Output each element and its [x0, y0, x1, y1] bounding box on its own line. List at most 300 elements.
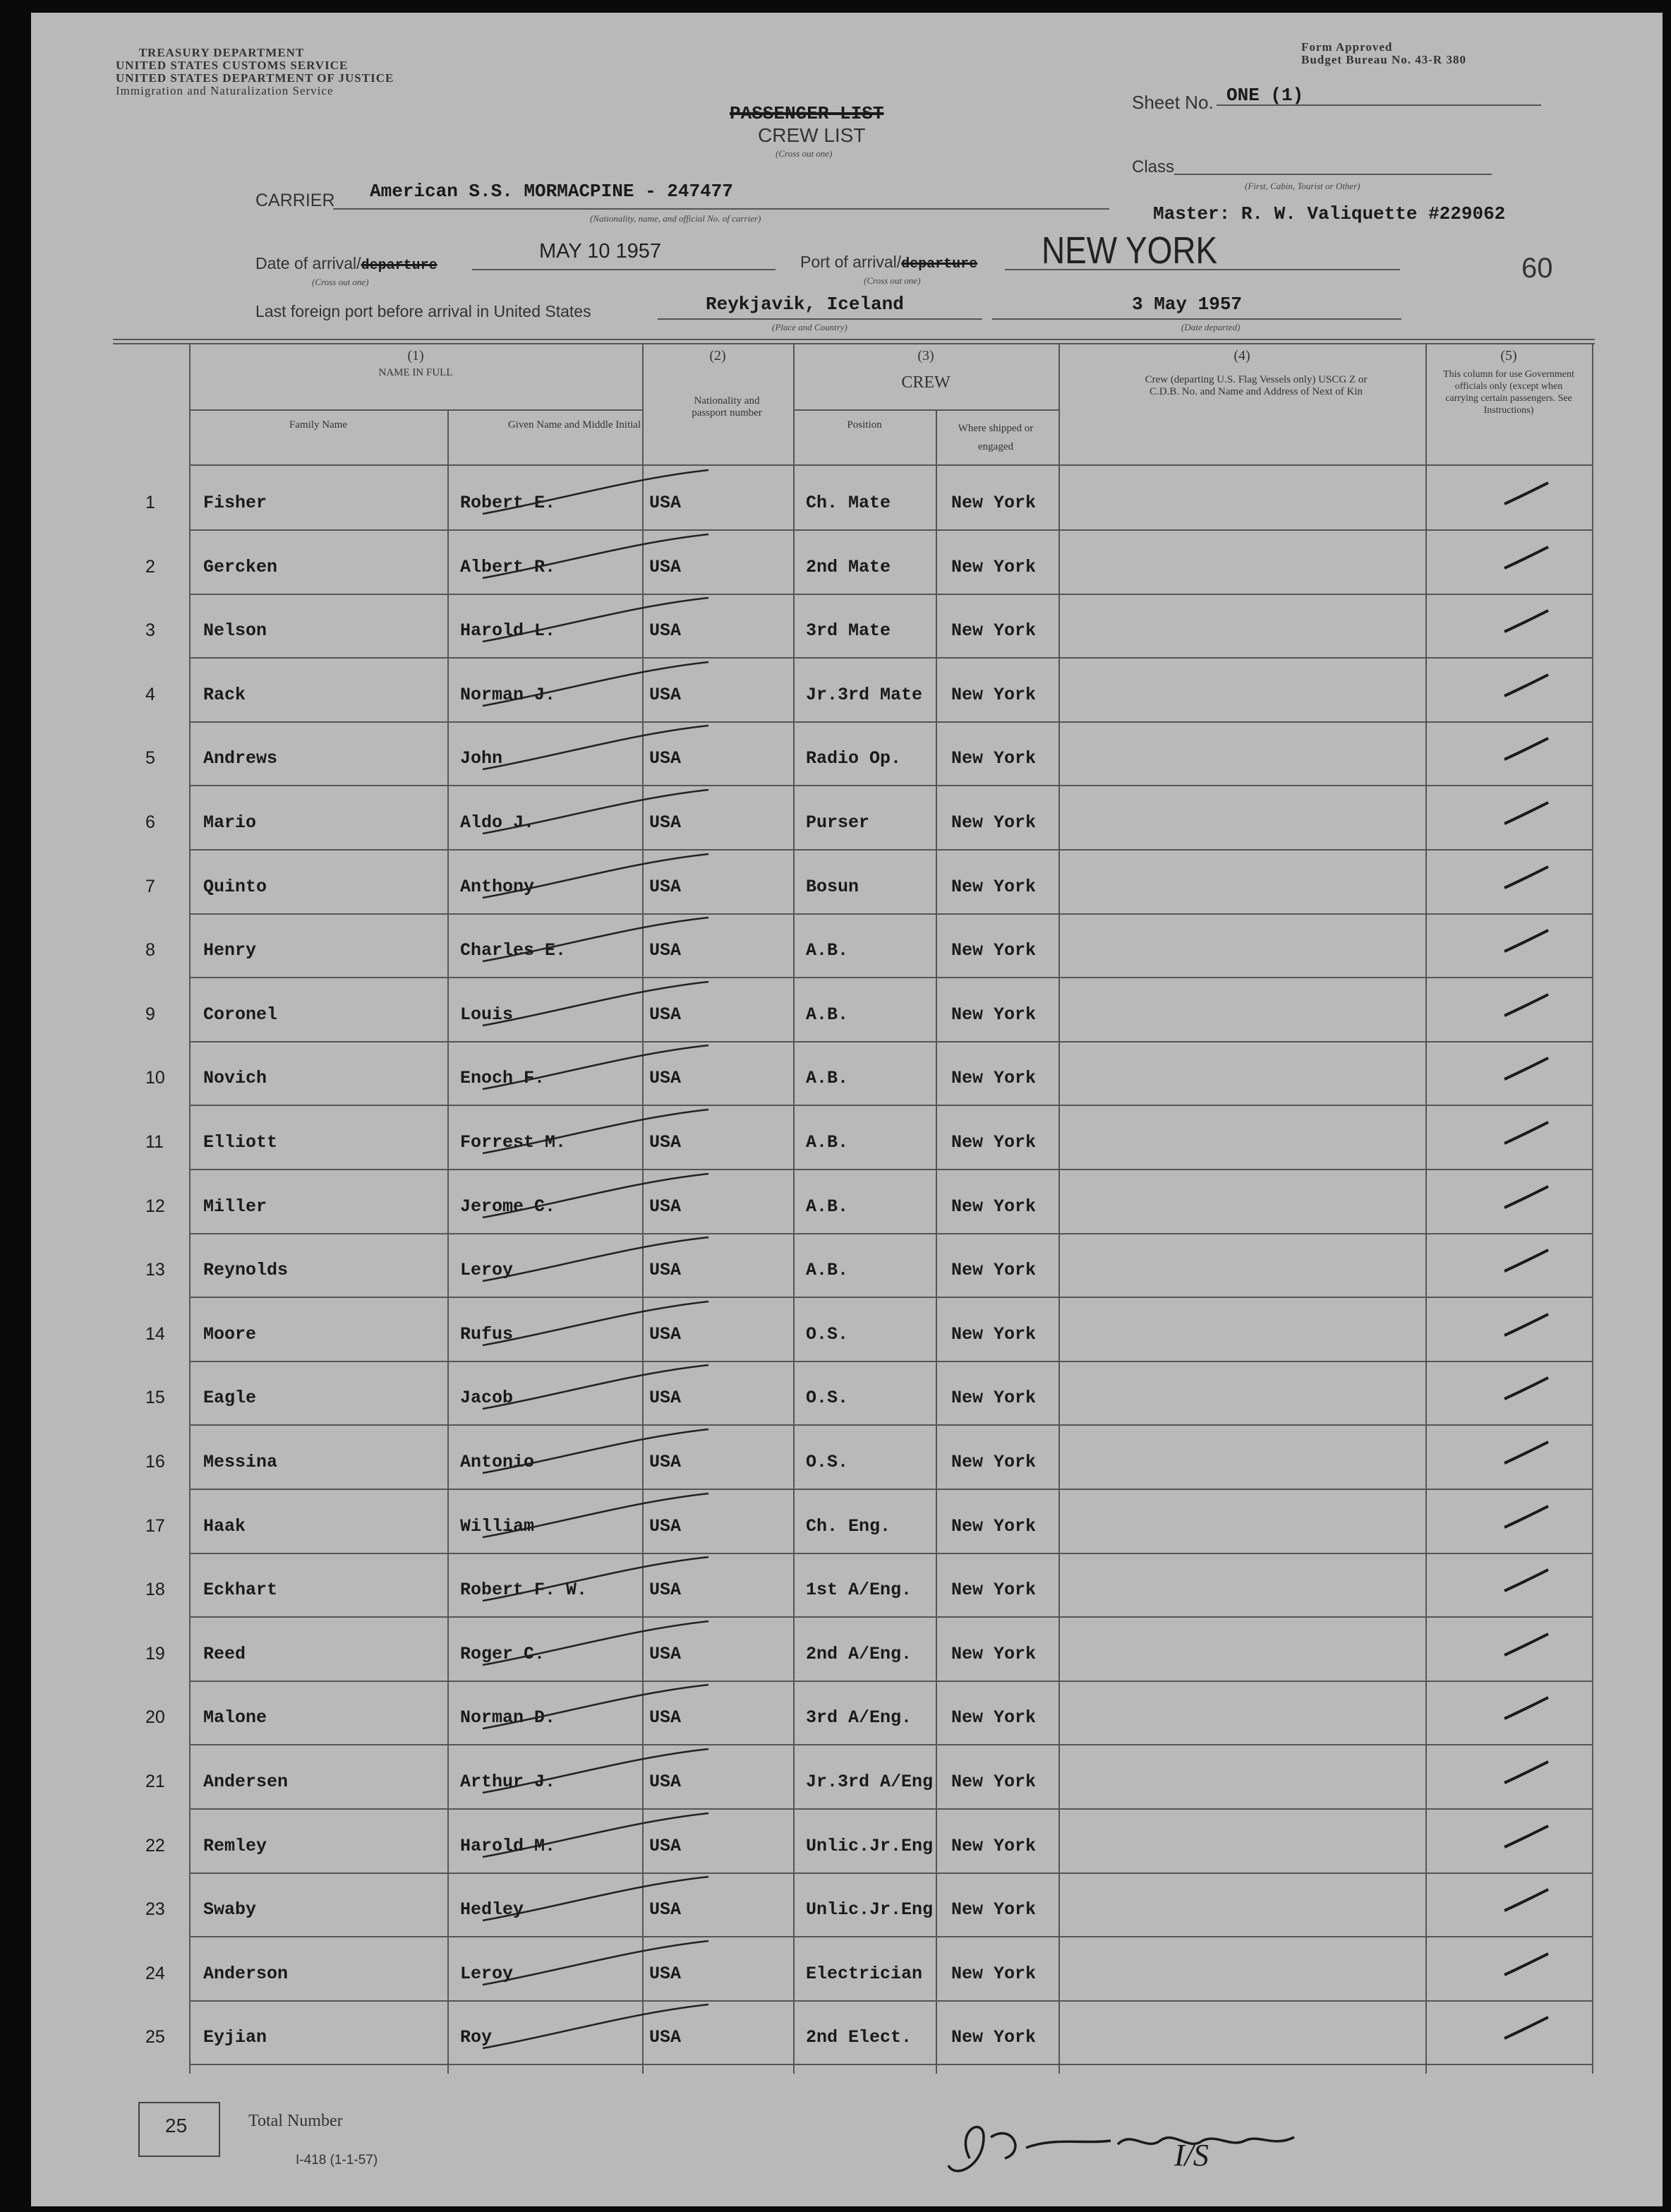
- agency-header: [116, 46, 394, 97]
- agency-line-3: UNITED STATES DEPARTMENT OF JUSTICE: [116, 71, 394, 85]
- position: Electrician: [806, 1964, 923, 1984]
- crew-row: [31, 855, 1663, 919]
- shipped-at: New York: [951, 1516, 1037, 1537]
- col2-number: (2): [709, 348, 726, 363]
- slash-mark: [454, 464, 751, 521]
- row-rule: [189, 1808, 1592, 1810]
- date-departure-struck: departure: [361, 258, 438, 274]
- position: A.B.: [806, 940, 849, 961]
- last-port-value: Reykjavik, Iceland: [706, 294, 904, 315]
- form-number: I-418 (1-1-57): [296, 2153, 378, 2168]
- crew-row: [31, 1750, 1663, 1814]
- nationality: USA: [649, 620, 682, 641]
- family-name: Elliott: [203, 1132, 278, 1153]
- crew-row: [31, 1175, 1663, 1239]
- row-number: 3: [145, 620, 155, 640]
- row-number: 19: [145, 1644, 165, 1664]
- check-mark: [1499, 860, 1555, 895]
- table-top-rule-2: [113, 343, 1595, 344]
- position: Ch. Mate: [806, 493, 891, 513]
- row-rule: [189, 1361, 1592, 1362]
- slash-mark: [454, 976, 751, 1033]
- position: Unlic.Jr.Eng: [806, 1836, 934, 1856]
- family-name: Andrews: [203, 748, 278, 769]
- family-name: Haak: [203, 1516, 246, 1537]
- slash-mark: [454, 1616, 751, 1672]
- row-rule: [189, 785, 1592, 786]
- check-mark: [1499, 603, 1555, 639]
- position: Unlic.Jr.Eng: [806, 1899, 934, 1920]
- slash-mark: [454, 1871, 751, 1928]
- given-name: Roy: [460, 2027, 493, 2048]
- given-name: Jacob: [460, 1388, 514, 1408]
- table-top-rule-1: [113, 339, 1595, 340]
- shipped-at: New York: [951, 1580, 1037, 1600]
- col1-title: NAME IN FULL: [378, 367, 453, 378]
- check-mark: [1499, 1179, 1555, 1215]
- family-name: Eyjian: [203, 2027, 267, 2048]
- shipped-at: New York: [951, 1644, 1037, 1664]
- crew-row: [31, 2006, 1663, 2069]
- position: 2nd A/Eng.: [806, 1644, 912, 1664]
- row-number: 11: [145, 1132, 164, 1152]
- row-rule: [189, 1041, 1592, 1042]
- row-rule: [189, 1424, 1592, 1426]
- nationality: USA: [649, 1772, 682, 1792]
- given-name: Robert F. W.: [460, 1580, 588, 1600]
- nationality: USA: [649, 493, 682, 513]
- row-rule: [189, 1169, 1592, 1170]
- col3-title: CREW: [901, 373, 951, 392]
- crew-list-title: CREW LIST: [758, 124, 866, 146]
- col2-title: Nationality and passport number: [692, 395, 762, 419]
- crew-row: [31, 1431, 1663, 1494]
- crew-row: [31, 1815, 1663, 1878]
- nationality: USA: [649, 1388, 682, 1408]
- form-approved-line: Form Approved: [1301, 40, 1393, 54]
- row-number: 6: [145, 812, 155, 832]
- row-number: 15: [145, 1388, 165, 1407]
- slash-mark: [454, 1296, 751, 1352]
- check-mark: [1499, 540, 1555, 575]
- given-header: Given Name and Middle Initial: [507, 419, 641, 431]
- row-rule: [189, 657, 1592, 659]
- row-rule: [189, 913, 1592, 915]
- header-mid-rule-3: [793, 409, 1058, 411]
- position: O.S.: [806, 1388, 849, 1408]
- shipped-at: New York: [951, 748, 1037, 769]
- crew-row: [31, 471, 1663, 535]
- shipped-at: New York: [951, 1324, 1037, 1345]
- shipped-at: New York: [951, 1196, 1037, 1217]
- position: A.B.: [806, 1260, 849, 1280]
- row-number: 24: [145, 1964, 165, 1983]
- carrier-label: CARRIER: [255, 191, 335, 210]
- family-name: Remley: [203, 1836, 267, 1856]
- crew-row: [31, 1878, 1663, 1942]
- shipped-at: New York: [951, 940, 1037, 961]
- slash-mark: [454, 592, 751, 649]
- class-label: Class: [1132, 157, 1175, 176]
- crew-row: [31, 1558, 1663, 1622]
- nationality: USA: [649, 1260, 682, 1280]
- check-mark: [1499, 1882, 1555, 1918]
- given-name: Rufus: [460, 1324, 514, 1345]
- total-value: 25: [165, 2115, 188, 2136]
- check-mark: [1499, 795, 1555, 831]
- row-rule: [189, 1297, 1592, 1298]
- shipped-at: New York: [951, 1132, 1037, 1153]
- row-rule: [189, 977, 1592, 978]
- nationality: USA: [649, 1964, 682, 1984]
- nationality: USA: [649, 1324, 682, 1345]
- slash-mark: [454, 1935, 751, 1992]
- given-name: Robert E.: [460, 493, 556, 513]
- row-number: 21: [145, 1772, 165, 1791]
- row-rule: [189, 1936, 1592, 1937]
- shipped-at: New York: [951, 877, 1037, 897]
- row-number: 20: [145, 1707, 165, 1727]
- row-number: 7: [145, 877, 155, 896]
- header-mid-rule-1: [189, 409, 642, 411]
- family-name: Miller: [203, 1196, 267, 1217]
- shipped-at: New York: [951, 1772, 1037, 1792]
- given-name: Charles E.: [460, 940, 567, 961]
- row-number: 4: [145, 685, 155, 704]
- given-name: Albert R.: [460, 557, 556, 577]
- col5-title: This column for use Government officials only (except when carrying certain passengers. See Instructions): [1443, 369, 1574, 416]
- date-arrival-label: [255, 254, 438, 274]
- nationality: USA: [649, 1516, 682, 1537]
- family-name: Gercken: [203, 557, 278, 577]
- family-name: Moore: [203, 1324, 257, 1345]
- check-mark: [1499, 1499, 1555, 1534]
- given-name: Hedley: [460, 1899, 524, 1920]
- crew-row: [31, 1495, 1663, 1558]
- row-number: 1: [145, 493, 155, 512]
- row-rule: [189, 1105, 1592, 1106]
- family-name: Messina: [203, 1452, 278, 1472]
- check-mark: [1499, 731, 1555, 767]
- family-header: Family Name: [289, 419, 348, 431]
- position: Ch. Eng.: [806, 1516, 891, 1537]
- crew-row: [31, 1047, 1663, 1110]
- position: A.B.: [806, 1068, 849, 1088]
- given-name: Antonio: [460, 1452, 535, 1472]
- given-name: Leroy: [460, 1260, 514, 1280]
- nationality: USA: [649, 1836, 682, 1856]
- nationality: USA: [649, 1452, 682, 1472]
- col4-number: (4): [1233, 348, 1250, 363]
- family-name: Eagle: [203, 1388, 257, 1408]
- slash-mark: [454, 1488, 751, 1544]
- position-header: Position: [847, 419, 882, 431]
- crew-row: [31, 1942, 1663, 2006]
- row-number: 17: [145, 1516, 165, 1536]
- shipped-at: New York: [951, 1836, 1037, 1856]
- position: Purser: [806, 812, 870, 833]
- slash-mark: [454, 912, 751, 968]
- crew-row: [31, 1239, 1663, 1302]
- shipped-at: New York: [951, 1899, 1037, 1920]
- check-mark: [1499, 1051, 1555, 1086]
- family-name: Coronel: [203, 1004, 278, 1025]
- given-name: Harold M.: [460, 1836, 556, 1856]
- check-mark: [1499, 1819, 1555, 1854]
- last-port-label: Last foreign port before arrival in United States: [255, 302, 591, 320]
- check-mark: [1499, 668, 1555, 703]
- nationality: USA: [649, 812, 682, 833]
- nationality: USA: [649, 685, 682, 705]
- row-number: 10: [145, 1068, 165, 1088]
- nationality: USA: [649, 1196, 682, 1217]
- nationality: USA: [649, 1004, 682, 1025]
- row-rule: [189, 2064, 1592, 2065]
- row-number: 18: [145, 1580, 165, 1599]
- shipped-at: New York: [951, 493, 1037, 513]
- master-value: Master: R. W. Valiquette #229062: [1153, 203, 1506, 224]
- margin-number: 60: [1521, 253, 1553, 284]
- carrier-value: American S.S. MORMACPINE - 247477: [370, 181, 733, 202]
- date-arrival-underline: [472, 269, 776, 270]
- given-name: Anthony: [460, 877, 535, 897]
- row-number: 12: [145, 1196, 165, 1216]
- row-rule: [189, 849, 1592, 850]
- given-name: Enoch F.: [460, 1068, 545, 1088]
- position: 3rd A/Eng.: [806, 1707, 912, 1728]
- row-number: 13: [145, 1260, 165, 1280]
- row-number: 22: [145, 1836, 165, 1856]
- crew-row: [31, 1686, 1663, 1750]
- class-underline: [1174, 174, 1492, 175]
- carrier-caption: (Nationality, name, and official No. of carrier): [590, 213, 761, 224]
- row-number: 16: [145, 1452, 165, 1472]
- check-mark: [1499, 1690, 1555, 1726]
- slash-mark: [454, 1359, 751, 1416]
- title-cross-out-note: (Cross out one): [776, 148, 833, 159]
- row-number: 23: [145, 1899, 165, 1919]
- shipped-at: New York: [951, 1707, 1037, 1728]
- last-port-caption: (Place and Country): [772, 322, 847, 332]
- given-name: Leroy: [460, 1964, 514, 1984]
- shipped-at: New York: [951, 1260, 1037, 1280]
- crew-row: [31, 1303, 1663, 1366]
- crew-row: [31, 983, 1663, 1047]
- date-departed-value: 3 May 1957: [1132, 294, 1243, 315]
- family-name: Eckhart: [203, 1580, 278, 1600]
- given-name: Jerome C.: [460, 1196, 556, 1217]
- agency-line-2: UNITED STATES CUSTOMS SERVICE: [116, 59, 349, 72]
- port-arrival-value: NEW YORK: [1042, 229, 1218, 272]
- family-name: Reynolds: [203, 1260, 289, 1280]
- shipped-at: New York: [951, 620, 1037, 641]
- family-name: Andersen: [203, 1772, 289, 1792]
- inspector-signature: [941, 2109, 1337, 2194]
- nationality: USA: [649, 2027, 682, 2048]
- shipped-at: New York: [951, 1068, 1037, 1088]
- nationality: USA: [649, 1644, 682, 1664]
- date-arrival-text: Date of arrival/: [255, 254, 361, 272]
- check-mark: [1499, 1563, 1555, 1598]
- date-departed-caption: (Date departed): [1181, 322, 1241, 332]
- slash-mark: [454, 1168, 751, 1225]
- nationality: USA: [649, 940, 682, 961]
- form-approval: [1301, 41, 1466, 66]
- nationality: USA: [649, 557, 682, 577]
- slash-mark: [454, 1232, 751, 1288]
- family-name: Fisher: [203, 493, 267, 513]
- check-mark: [1499, 1307, 1555, 1342]
- last-port-underline: [658, 318, 982, 320]
- budget-bureau-line: Budget Bureau No. 43-R 380: [1301, 53, 1466, 66]
- position: 3rd Mate: [806, 620, 891, 641]
- crew-row: [31, 663, 1663, 727]
- nationality: USA: [649, 748, 682, 769]
- slash-mark: [454, 1679, 751, 1736]
- row-rule: [189, 1873, 1592, 1874]
- agency-line-1: TREASURY DEPARTMENT: [138, 46, 305, 59]
- crew-row: [31, 1623, 1663, 1686]
- family-name: Reed: [203, 1644, 246, 1664]
- shipped-at: New York: [951, 1388, 1037, 1408]
- given-name: John: [460, 748, 503, 769]
- col1-number: (1): [407, 348, 424, 363]
- class-caption: (First, Cabin, Tourist or Other): [1245, 181, 1361, 191]
- port-departure-struck: departure: [901, 256, 978, 272]
- row-number: 25: [145, 2027, 165, 2047]
- position: Jr.3rd Mate: [806, 685, 923, 705]
- position: 2nd Mate: [806, 557, 891, 577]
- given-name: Harold L.: [460, 620, 556, 641]
- check-mark: [1499, 1243, 1555, 1278]
- sheet-label: Sheet No.: [1132, 92, 1214, 113]
- nationality: USA: [649, 1707, 682, 1728]
- date-arrival-value: MAY 10 1957: [539, 240, 662, 263]
- sheet-value: ONE (1): [1226, 85, 1304, 106]
- col5-number: (5): [1500, 348, 1517, 363]
- slash-mark: [454, 1551, 751, 1608]
- check-mark: [1499, 987, 1555, 1023]
- nationality: USA: [649, 1580, 682, 1600]
- crew-row: [31, 727, 1663, 791]
- slash-mark: [454, 529, 751, 585]
- check-mark: [1499, 1115, 1555, 1150]
- header-bottom-rule: [189, 464, 1592, 466]
- given-name: William: [460, 1516, 535, 1537]
- given-name: Arthur J.: [460, 1772, 556, 1792]
- date-departed-underline: [992, 318, 1401, 320]
- position: Bosun: [806, 877, 859, 897]
- nationality: USA: [649, 1899, 682, 1920]
- crew-row: [31, 1111, 1663, 1174]
- position: A.B.: [806, 1004, 849, 1025]
- row-rule: [189, 1616, 1592, 1618]
- position: A.B.: [806, 1132, 849, 1153]
- slash-mark: [454, 1104, 751, 1160]
- shipped-at: New York: [951, 1964, 1037, 1984]
- row-number: 5: [145, 748, 155, 768]
- family-name: Rack: [203, 685, 246, 705]
- date-arrival-caption: (Cross out one): [312, 277, 369, 287]
- slash-mark: [454, 1040, 751, 1096]
- family-name: Novich: [203, 1068, 267, 1088]
- total-label: Total Number: [248, 2112, 343, 2130]
- check-mark: [1499, 1435, 1555, 1470]
- where-header: Where shipped or engaged: [958, 423, 1034, 452]
- slash-mark: [454, 720, 751, 776]
- position: 2nd Elect.: [806, 2027, 912, 2048]
- agency-line-4: Immigration and Naturalization Service: [116, 84, 334, 97]
- port-arrival-text: Port of arrival/: [800, 253, 902, 271]
- position: A.B.: [806, 1196, 849, 1217]
- crew-row: [31, 1366, 1663, 1430]
- row-rule: [189, 721, 1592, 723]
- shipped-at: New York: [951, 1452, 1037, 1472]
- family-name: Mario: [203, 812, 257, 833]
- slash-mark: [454, 848, 751, 905]
- row-number: 2: [145, 557, 155, 577]
- position: Jr.3rd A/Eng: [806, 1772, 934, 1792]
- slash-mark: [454, 656, 751, 713]
- slash-mark: [454, 1999, 751, 2055]
- shipped-at: New York: [951, 812, 1037, 833]
- row-number: 9: [145, 1004, 155, 1024]
- crew-row: [31, 536, 1663, 599]
- check-mark: [1499, 923, 1555, 958]
- row-rule: [189, 1553, 1592, 1554]
- nationality: USA: [649, 877, 682, 897]
- check-mark: [1499, 1947, 1555, 1982]
- row-rule: [189, 1233, 1592, 1234]
- check-mark: [1499, 1627, 1555, 1662]
- family-name: Henry: [203, 940, 257, 961]
- given-name: Louis: [460, 1004, 514, 1025]
- row-rule: [189, 1489, 1592, 1490]
- port-arrival-label: [800, 253, 977, 272]
- check-mark: [1499, 2010, 1555, 2045]
- slash-mark: [454, 1808, 751, 1864]
- position: 1st A/Eng.: [806, 1580, 912, 1600]
- position: O.S.: [806, 1324, 849, 1345]
- row-number: 14: [145, 1324, 165, 1344]
- row-rule: [189, 2000, 1592, 2002]
- slash-mark: [454, 1743, 751, 1800]
- position: Radio Op.: [806, 748, 902, 769]
- col4-title: Crew (departing U.S. Flag Vessels only) USCG Z or C.D.B. No. and Name and Address of Next of Kin: [1145, 374, 1368, 397]
- carrier-underline: [333, 208, 1109, 210]
- check-mark: [1499, 1755, 1555, 1790]
- position: O.S.: [806, 1452, 849, 1472]
- crew-row: [31, 599, 1663, 663]
- crew-list-document: [31, 13, 1663, 2206]
- slash-mark: [454, 1424, 751, 1480]
- row-rule: [189, 1744, 1592, 1745]
- family-name: Nelson: [203, 620, 267, 641]
- row-rule: [189, 529, 1592, 531]
- slash-mark: [454, 784, 751, 841]
- shipped-at: New York: [951, 685, 1037, 705]
- family-name: Quinto: [203, 877, 267, 897]
- row-number: 8: [145, 940, 155, 960]
- family-name: Malone: [203, 1707, 267, 1728]
- port-arrival-caption: (Cross out one): [864, 275, 921, 286]
- family-name: Anderson: [203, 1964, 289, 1984]
- shipped-at: New York: [951, 2027, 1037, 2048]
- given-name: Norman J.: [460, 685, 556, 705]
- given-name: Forrest M.: [460, 1132, 567, 1153]
- shipped-at: New York: [951, 1004, 1037, 1025]
- row-rule: [189, 1681, 1592, 1682]
